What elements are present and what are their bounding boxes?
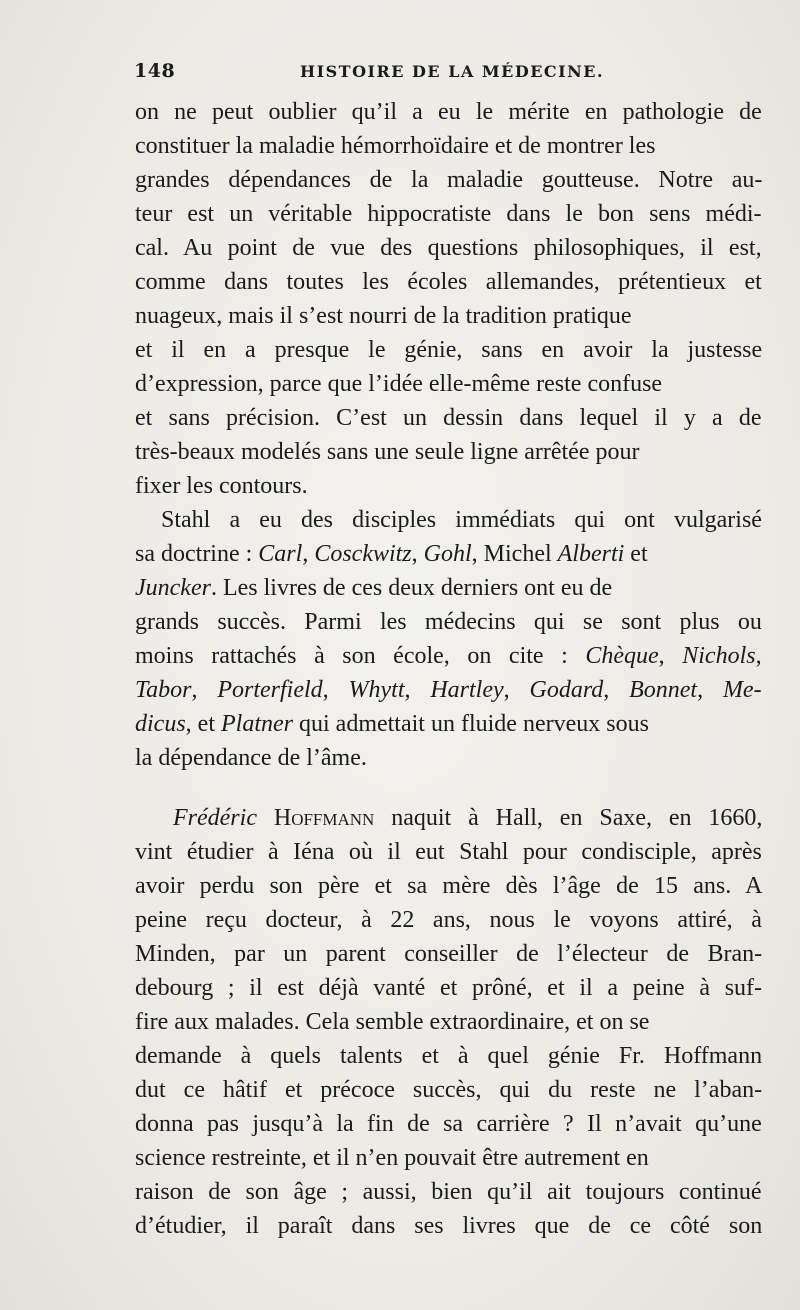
text-line xyxy=(135,903,762,937)
text-segment: Hoffmann xyxy=(273,805,375,831)
running-title: HISTOIRE DE LA MÉDECINE. xyxy=(300,62,605,81)
text-segment: avoir perdu son père et sa mère dès l’âge de 15 ans. A xyxy=(135,873,763,899)
text-segment: , xyxy=(411,541,424,567)
text-segment: , xyxy=(755,643,762,669)
text-line xyxy=(135,1209,762,1243)
text-segment: Porterfield xyxy=(217,677,323,703)
text-segment: Juncker xyxy=(135,575,211,601)
text-segment: debourg ; il est déjà vanté et prôné, et il a peine à suf- xyxy=(135,975,763,1001)
text-line xyxy=(135,869,762,903)
text-segment: , xyxy=(603,677,630,703)
text-segment: science restreinte, et il n’en pouvait être autrement en xyxy=(135,1145,649,1171)
text-line xyxy=(135,639,762,673)
text-segment: Chèque xyxy=(585,643,659,669)
text-segment: Bonnet xyxy=(629,677,698,703)
text-line xyxy=(161,503,762,537)
text-segment: , xyxy=(404,677,431,703)
text-segment: Cosckwitz xyxy=(314,541,412,567)
text-segment: vint étudier à Iéna où il eut Stahl pour condisciple, après xyxy=(135,839,762,865)
text-line xyxy=(135,1073,762,1107)
text-line xyxy=(135,367,662,401)
text-line xyxy=(135,265,762,299)
text-line xyxy=(135,605,762,639)
text-segment: et sans précision. C’est un dessin dans lequel il y a de xyxy=(135,405,762,431)
text-line xyxy=(135,1039,762,1073)
text-segment: et xyxy=(624,541,648,567)
text-segment: Godard xyxy=(529,677,604,703)
text-segment: moins rattachés à son école, on cite : xyxy=(135,643,586,669)
text-segment: nuageux, mais il s’est nourri de la tradition pratique xyxy=(135,303,632,329)
text-segment: dut ce hâtif et précoce succès, qui du reste ne l’aban- xyxy=(135,1077,763,1103)
text-segment: Stahl a eu des disciples immédiats qui ont vulgarisé xyxy=(161,507,762,533)
text-segment: qui admettait un fluide nerveux sous xyxy=(293,711,649,737)
text-segment: très-beaux modelés sans une seule ligne arrêtée pour xyxy=(135,439,640,465)
text-line xyxy=(135,163,762,197)
text-segment: demande à quels talents et à quel génie Fr. Hoffmann xyxy=(135,1043,763,1069)
page-number: 148 xyxy=(134,60,176,82)
text-segment: comme dans toutes les écoles allemandes, prétentieux et xyxy=(135,269,762,295)
text-segment: peine reçu docteur, à 22 ans, nous le voyons attiré, à xyxy=(135,907,762,933)
text-segment: d’expression, parce que l’idée elle-même reste confuse xyxy=(135,371,663,397)
text-segment: , xyxy=(322,677,349,703)
text-line xyxy=(135,937,762,971)
text-segment: Frédéric xyxy=(173,805,257,831)
text-segment: dicus xyxy=(135,711,186,737)
text-segment: , xyxy=(503,677,530,703)
text-segment: la dépendance de l’âme. xyxy=(135,745,367,771)
text-segment: Me- xyxy=(722,677,762,703)
text-line xyxy=(135,129,655,163)
text-line xyxy=(135,1107,762,1141)
text-line xyxy=(135,435,639,469)
text-segment: teur est un véritable hippocratiste dans le bon sens médi- xyxy=(135,201,762,227)
text-segment: Hartley xyxy=(430,677,504,703)
text-segment: , Michel xyxy=(471,541,558,567)
text-segment: raison de son âge ; aussi, bien qu’il ait toujours continué xyxy=(135,1179,762,1205)
text-line xyxy=(135,197,762,231)
text-segment: constituer la maladie hémorrhoïdaire et de montrer les xyxy=(135,133,656,159)
text-segment: . Les livres de ces deux derniers ont eu de xyxy=(210,575,613,601)
text-line xyxy=(135,707,649,741)
text-line xyxy=(135,741,367,775)
text-line xyxy=(135,1141,649,1175)
text-segment: grandes dépendances de la maladie goutteuse. Notre au- xyxy=(135,167,763,193)
text-line xyxy=(135,537,648,571)
text-segment: sa doctrine : xyxy=(135,541,259,567)
text-segment: , xyxy=(302,541,315,567)
text-segment: , xyxy=(697,677,723,703)
text-segment: Carl xyxy=(258,541,303,567)
text-line xyxy=(135,571,612,605)
text-line xyxy=(135,971,762,1005)
text-segment: d’étudier, il paraît dans ses livres que de ce côté son xyxy=(135,1213,763,1239)
text-segment xyxy=(257,805,274,831)
page-header xyxy=(0,52,800,92)
text-segment: , xyxy=(658,643,683,669)
text-segment: on ne peut oublier qu’il a eu le mérite en pathologie de xyxy=(135,99,762,125)
text-segment: Gohl xyxy=(423,541,472,567)
text-line xyxy=(135,95,762,129)
text-line xyxy=(135,231,762,265)
text-line xyxy=(135,299,632,333)
text-segment: donna pas jusqu’à la fin de sa carrière ? Il n’avait qu’une xyxy=(135,1111,762,1137)
text-segment: Whytt xyxy=(348,677,405,703)
text-segment: et il en a presque le génie, sans en avoir la justesse xyxy=(135,337,763,363)
text-segment: naquit à Hall, en Saxe, en 1660, xyxy=(374,805,763,831)
text-segment: fire aux malades. Cela semble extraordinaire, et on se xyxy=(135,1009,650,1035)
text-segment: Nichols xyxy=(682,643,756,669)
text-line xyxy=(135,1005,649,1039)
text-segment: , xyxy=(191,677,218,703)
text-line xyxy=(135,401,762,435)
text-segment: grands succès. Parmi les médecins qui se sont plus ou xyxy=(135,609,762,635)
text-line xyxy=(135,835,762,869)
text-segment: Platner xyxy=(221,711,293,737)
text-line xyxy=(135,1175,762,1209)
text-segment: cal. Au point de vue des questions philosophiques, il est, xyxy=(135,235,762,261)
text-line xyxy=(135,333,762,367)
text-segment: Minden, par un parent conseiller de l’électeur de Bran- xyxy=(135,941,763,967)
text-segment: , et xyxy=(185,711,221,737)
text-segment: Alberti xyxy=(557,541,625,567)
text-line xyxy=(135,469,308,503)
text-line xyxy=(173,801,762,835)
text-segment: Tabor xyxy=(135,677,192,703)
text-line xyxy=(135,673,762,707)
text-segment: fixer les contours. xyxy=(135,473,308,499)
